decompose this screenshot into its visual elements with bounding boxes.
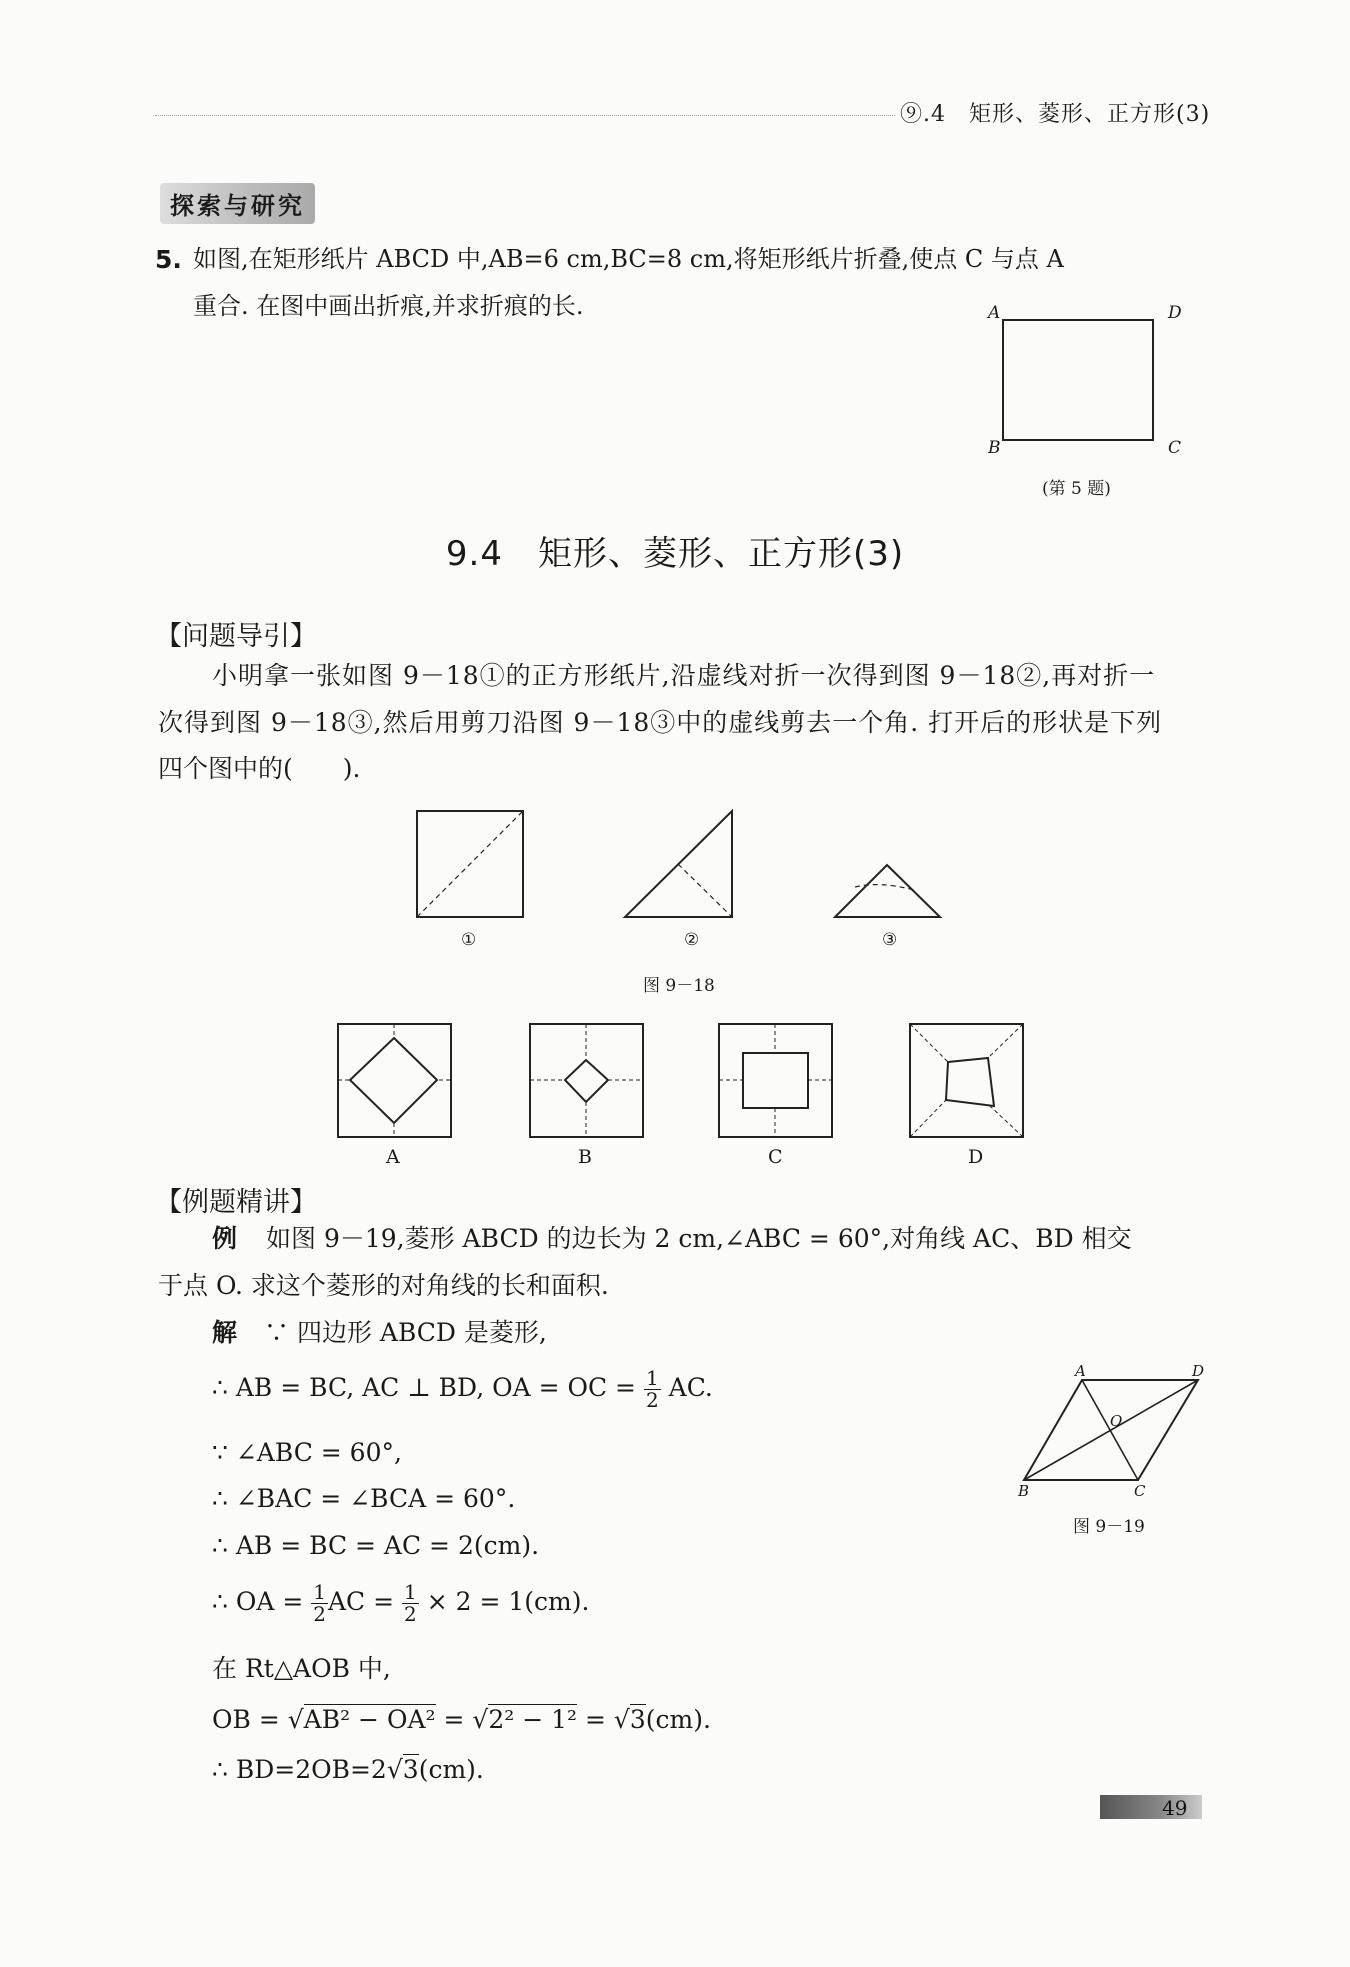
explore-badge: 探索与研究 [160, 183, 315, 224]
rectangle-abcd [1003, 320, 1153, 440]
sqrt-sign: √ [386, 1755, 403, 1784]
diagonal-bd [1024, 1380, 1198, 1480]
question-5-figure [985, 300, 1185, 500]
fig5-label-a: A [988, 303, 1001, 323]
fraction-denominator: 2 [645, 1388, 659, 1412]
question-5-line2: 重合. 在图中画出折痕,并求折痕的长. [193, 292, 584, 320]
fig919-label-d: D [1192, 1362, 1205, 1380]
option-b-figure [530, 1024, 643, 1137]
step-3: ∴ ∠BAC = ∠BCA = 60°. [212, 1484, 516, 1513]
fig918-label-2: ② [684, 930, 700, 950]
fraction-half [644, 1368, 661, 1411]
guide-heading: 【问题导引】 [155, 621, 317, 652]
fold-median [678, 864, 732, 917]
sqrt-sign: √ [287, 1705, 304, 1734]
option-a-label: A [386, 1146, 400, 1168]
option-b-label: B [578, 1146, 592, 1168]
fig5-caption: (第 5 题) [1042, 479, 1111, 499]
figure-9-19 [1010, 1370, 1210, 1500]
fig5-label-d: D [1168, 303, 1182, 323]
fig5-label-c: C [1168, 438, 1182, 458]
fig918-label-3: ③ [882, 930, 898, 950]
sqrt-radicand-1: AB² − OA² [303, 1705, 436, 1734]
step-2: ∵ ∠ABC = 60°, [212, 1438, 402, 1467]
step-1-text: ∴ AB = BC, AC ⊥ BD, OA = OC = [212, 1373, 636, 1402]
fig5-label-b: B [988, 438, 1001, 458]
fraction-numerator: 1 [645, 1366, 659, 1390]
option-figures [330, 1018, 1030, 1138]
fig919-label-o: O [1110, 1412, 1123, 1430]
fraction-denominator: 2 [313, 1602, 326, 1626]
step-8-b: (cm). [418, 1755, 484, 1784]
header-rule [155, 115, 895, 116]
step-5 [212, 1582, 589, 1625]
fig918-caption: 图 9－18 [643, 976, 715, 996]
guide-line3: 四个图中的( ). [158, 754, 361, 783]
example-line2: 于点 O. 求这个菱形的对角线的长和面积. [158, 1271, 609, 1300]
step-1 [212, 1368, 713, 1411]
fig919-label-c: C [1134, 1482, 1146, 1500]
fraction-numerator: 1 [404, 1580, 417, 1604]
fig919-label-a: A [1075, 1362, 1086, 1380]
solution-label: 解 [212, 1318, 238, 1347]
fold-diagonal [417, 811, 523, 917]
fig919-label-b: B [1018, 1482, 1030, 1500]
page-number: 49 [1162, 1796, 1188, 1820]
option-d-figure [910, 1024, 1023, 1137]
fraction-half [311, 1582, 328, 1625]
example-label: 例 [212, 1224, 238, 1253]
step-4: ∴ AB = BC = AC = 2(cm). [212, 1531, 540, 1560]
guide-line1: 小明拿一张如图 9－18①的正方形纸片,沿虚线对折一次得到图 9－18②,再对折一 [212, 661, 1156, 690]
step-8-a: ∴ BD=2OB=2 [212, 1755, 387, 1784]
fraction-denominator: 2 [404, 1602, 417, 1626]
step-1-tail: AC. [668, 1373, 713, 1402]
option-c-figure [719, 1024, 832, 1137]
question-5-line1: 如图,在矩形纸片 ABCD 中,AB=6 cm,BC=8 cm,将矩形纸片折叠,使点 C 与点 A [193, 245, 1064, 273]
step-7-b: = [443, 1705, 465, 1734]
step-6: 在 Rt△AOB 中, [212, 1654, 391, 1683]
figure-9-18 [410, 805, 950, 935]
sqrt-sign: √ [472, 1705, 489, 1734]
step-5-b: AC = [327, 1587, 395, 1616]
step-7-a: OB = [212, 1705, 280, 1734]
fig919-caption: 图 9－19 [1073, 1517, 1145, 1537]
sqrt-sign: √ [613, 1705, 630, 1734]
small-triangle [835, 865, 940, 917]
fig918-label-1: ① [461, 930, 477, 950]
step-5-a: ∴ OA = [212, 1587, 304, 1616]
option-d-label: D [968, 1146, 984, 1168]
guide-line2: 次得到图 9－18③,然后用剪刀沿图 9－18③中的虚线剪去一个角. 打开后的形状是下列 [158, 708, 1163, 737]
step-5-c: × 2 = 1(cm). [426, 1587, 590, 1616]
section-title: 9.4 矩形、菱形、正方形(3) [445, 534, 905, 574]
sqrt-radicand-4: 3 [402, 1755, 419, 1784]
fraction-numerator: 1 [313, 1580, 326, 1604]
step-7 [212, 1707, 711, 1732]
sqrt-radicand-3: 3 [629, 1705, 646, 1734]
sqrt-radicand-2: 2² − 1² [488, 1705, 578, 1734]
option-a-figure [338, 1024, 451, 1137]
example-heading: 【例题精讲】 [155, 1187, 317, 1218]
step-8 [212, 1757, 484, 1782]
question-5-number: 5. [155, 245, 182, 274]
solution-intro: ∵ 四边形 ABCD 是菱形, [264, 1318, 547, 1347]
running-title: ⑨.4 矩形、菱形、正方形(3) [900, 102, 1211, 127]
example-line1: 如图 9－19,菱形 ABCD 的边长为 2 cm,∠ABC = 60°,对角线 AC、BD 相交 [266, 1224, 1132, 1253]
step-7-d: (cm). [645, 1705, 711, 1734]
option-c-label: C [768, 1146, 783, 1168]
fraction-half [402, 1582, 419, 1625]
step-7-c: = [584, 1705, 606, 1734]
